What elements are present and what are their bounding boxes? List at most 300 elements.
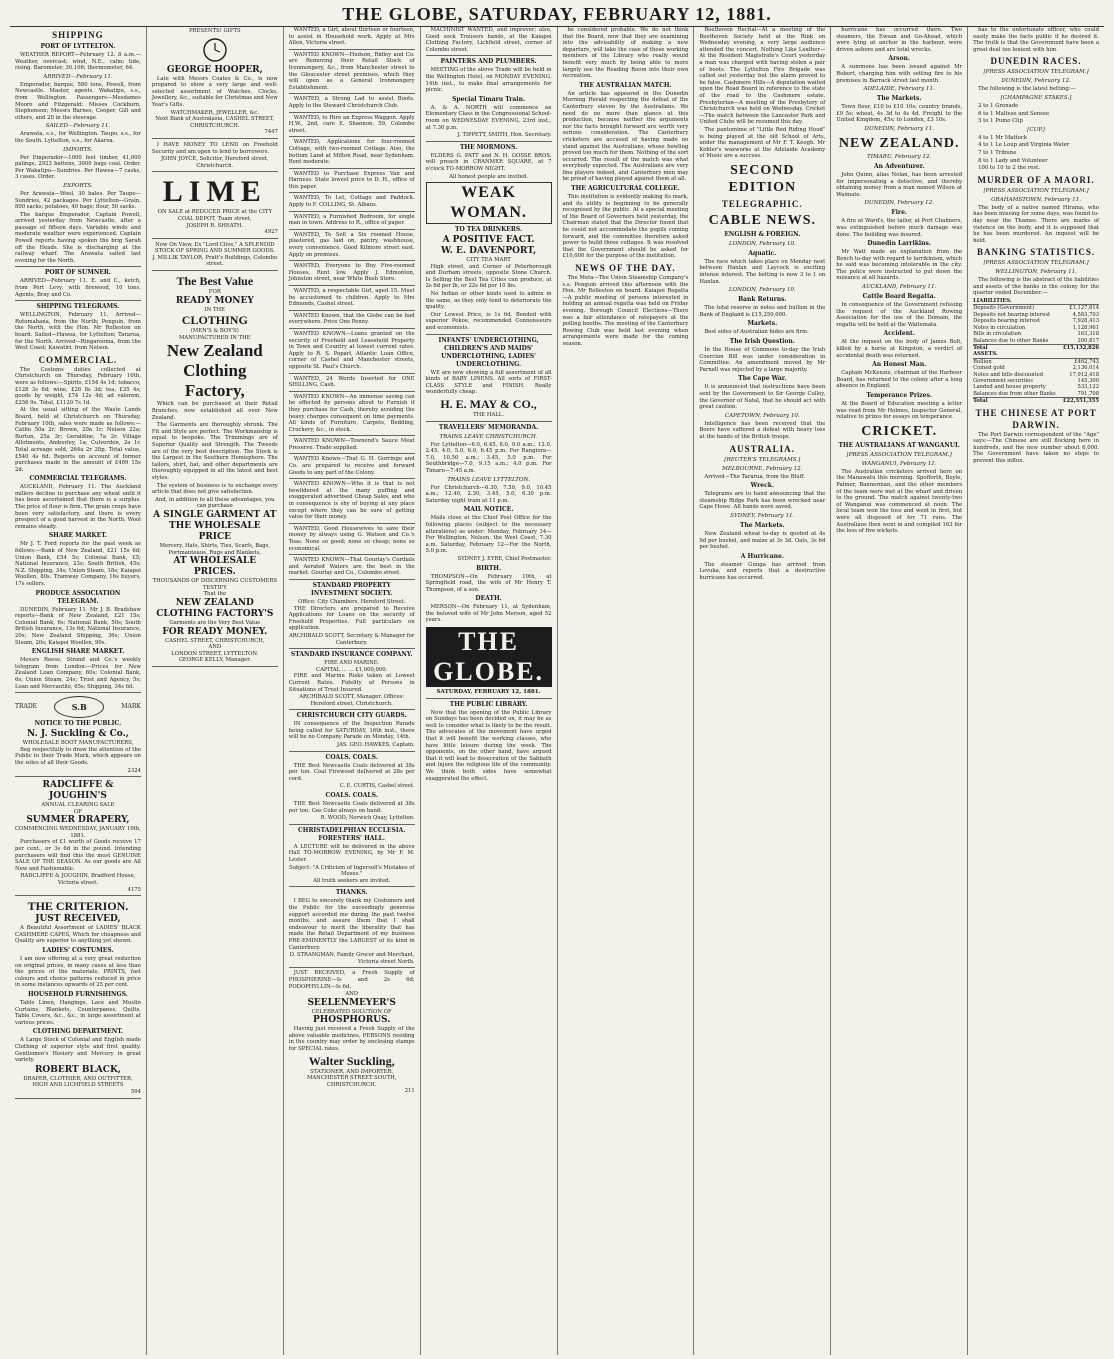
table-header-row — [973, 351, 1099, 358]
ad-signature: GEORGE KELLY, Manager. — [178, 657, 251, 664]
ad-line: COMMENCING WEDNESDAY, JANUARY 19th, 1881. — [15, 826, 141, 839]
paragraph: WEATHER REPORT—February 12. 8 a.m.—Weather, overcast; wind, N.E., calm; tide, rising. Barometer, 30.106; thermometer, 64. — [15, 52, 141, 72]
classified-ad: WANTED to Purchase Express Van and Harness. State lowest price to D. H., office of this paper. — [288, 170, 415, 190]
table-cell: Balances due to other Banks — [973, 337, 1049, 344]
ad-number: 4175 — [127, 886, 141, 893]
paragraph: The total reserve in notes and bullion in the Bank of England is £15,250,000. — [699, 305, 826, 318]
ad-subheading: HOUSEHOLD FURNISHINGS. — [28, 990, 128, 998]
betting-line: 5 to 1 Pumo Clip — [978, 118, 1023, 125]
divider — [289, 136, 415, 137]
ad-text: ELDERS G. PATT and N. H. GOSSE BROS. will preach in CRANMER SQUARE, at 7 o'clock TO-MORROW NIGHT. — [425, 152, 552, 172]
article-body: This institution is evidently making its mark, and its utility is beginning to be generally recognised by the public. At a special meeting of the Board of Governors held yesterday, the Chairman stated that the Director found that he could not accommodate the pupils coming forward, and the committee therefore asked power to build three cottages. It was resolved that the Government should be asked for £10,000 for the purpose of the institution. — [562, 194, 689, 260]
classified-ad: WANTED, a respectable Girl, aged 15. Must be accustomed to children. Apply to Mrs Edmonds, Cashel street. — [288, 288, 415, 308]
ad-line: Office: City Chambers, Hereford Street. — [298, 598, 406, 605]
ad-text: Which can be purchased at their Retail Branches, now established all over New Zealand. — [151, 401, 278, 421]
dateline: AUCKLAND, February 11. — [862, 284, 937, 291]
ad-line: ANNUAL CLEARING SALE — [41, 802, 115, 809]
ad-headline: FOR READY MONEY. — [162, 626, 268, 637]
editorial-dateline: SATURDAY, FEBRUARY 12, 1881. — [436, 689, 541, 696]
table-row — [973, 338, 1099, 345]
table-cell: 1,128,961 — [1072, 324, 1099, 331]
table-cell: Balances due from other Banks — [973, 390, 1056, 397]
subheading: Aquatic. — [748, 249, 777, 257]
article-body: Now that the opening of the Public Library on Sundays has been decided on, it may be as well to consider what is likely to be the result. The advocates of the movement have urged that it will benefit the working classes, who have little leisure during the week. The opponents, on the other hand, have argued that it will lead to desecration of the Sabbath and injure the religious life of the community. We think both sides have somewhat exaggerated the effect. — [425, 709, 552, 782]
masthead: THE GLOBE, SATURDAY, FEBRUARY 12, 1881. — [342, 4, 772, 24]
table-row — [973, 318, 1099, 324]
table-cell: 145,300 — [1077, 377, 1099, 384]
dateline: TIMARU, February 12. — [867, 153, 932, 160]
ad-line: THOUSANDS OF DISCERNING CUSTOMERS TESTIFY — [152, 578, 277, 591]
table-cell: 533,122 — [1077, 384, 1099, 391]
dateline: DUNEDIN, February 12. — [1001, 78, 1071, 85]
divider — [289, 579, 415, 580]
ad-address: MANCHESTER STREET SOUTH, CHRISTCHURCH. — [306, 1075, 397, 1088]
ad-heading: INFANTS' UNDERCLOTHING, CHILDREN'S AND MAIDS' UNDERCLOTHING, LADIES' UNDERCLOTHING. — [438, 336, 539, 368]
divider — [289, 49, 415, 50]
paragraph: The Australian cricketers arrived here on the Manawatu this morning. Spofforth, Boyle, Palmer, Bannerman, and the other members of the team were met at the wharf and driven to the ground. The match against twenty-two of Wanganui was commenced at noon. The local team won the toss and went in first, but were all disposed of for 71 runs. The Australians then went in and compiled 163 for the loss of five wickets. — [836, 468, 963, 535]
section-heading: NEWS OF THE DAY. — [575, 263, 676, 273]
subheading: THE AUSTRALIANS AT WANGANUI. — [838, 441, 960, 449]
advertisement-clothing-factory — [152, 273, 278, 667]
subheading: TRAVELLERS' MEMORANDA. — [438, 423, 539, 431]
paragraph: In the House of Commons to-day the Irish Coercion Bill was under consideration in Committee. An amendment moved by Mr Parnell was rejected by a large majority. — [699, 347, 826, 373]
subheading: Bank Returns. — [738, 296, 787, 304]
trade-label: TRADE — [15, 702, 38, 710]
ad-number: 4927 — [264, 229, 278, 236]
classified-ad: WANTED KNOWN—Hudson, Ridley and Co. are Removing their Retail Stock of Ironmongery, &c., from Manchester street to the Gloucester street premises, which they will open as a General Ironmongery Establishment. — [288, 51, 415, 91]
subheading: TRAINS LEAVE LYTTELTON. — [447, 476, 530, 483]
table-header: LIABILITIES. — [973, 298, 1099, 305]
column-8 — [968, 27, 1104, 1355]
ad-line: PRESENTS! GIFTS — [188, 28, 241, 34]
divider — [426, 334, 552, 335]
ad-title: THE CRITERION. — [27, 899, 129, 914]
subheading: BIRTH. — [476, 564, 502, 572]
advertisement-lime — [152, 174, 278, 238]
paragraph: Per Emperador—1000 feet timber, 41,000 palings, 2923 battens, 3000 bags coal. Order. Per Wakatipu—Sundries. Per Hawea—7 casks, 3 cases. Order. — [15, 154, 141, 181]
section-heading: TELEGRAPHIC. — [721, 198, 803, 209]
subheading: SAILED—February 11. — [45, 123, 111, 130]
article-heading: THE AGRICULTURAL COLLEGE. — [571, 185, 680, 193]
dateline: ADELAIDE, February 11. — [863, 86, 935, 93]
ad-text: A Large Stock of Colonial and English made Clothing of superior style and first quality. Gentlemen's Hosiery and Mercery in great variety. — [15, 1037, 141, 1064]
paragraph: John Quinn, alias Nolan, has been arrested for impersonating a detective, and thereby obtaining money from a man named Wilson at Waimate. — [836, 171, 963, 198]
divider — [15, 300, 141, 301]
divider — [289, 453, 415, 454]
subheading: ENGLISH SHARE MARKET. — [31, 648, 125, 656]
divider — [289, 112, 415, 113]
ad-line: FOR — [208, 289, 221, 296]
divider — [289, 168, 415, 169]
article-heading: THE PUBLIC LIBRARY. — [449, 700, 528, 708]
paragraph: In consequence of the Government refusing the request of the Auckland Rowing Association for the use of the Domain, the regatta will be held at the Waitemata. — [836, 302, 963, 328]
column-4 — [421, 27, 558, 1355]
trade-mark-row — [15, 696, 141, 718]
ad-signature: D. STRANGMAN, Family Grocer and Merchant, Victoria street North. — [289, 952, 415, 965]
classified-ad: WANTED, 24 Words Inserted for ONE SHILLING, Cash. — [288, 375, 415, 389]
paragraph: WELLINGTON, February 11. Arrived—Rotomahana, from the North; Penguin, from the North, with the Hon. Mr Rolleston on board. Sailed—Hawea, for Lyttelton; Tararua, for the North. Arrived—Ringarooma, from the West Coast; Kawatiri, from Nelson. — [15, 312, 141, 352]
ad-company-name: W. E. DAVENPORT, — [441, 246, 537, 257]
table-cell: 17,912,418 — [1069, 371, 1099, 378]
divider — [289, 260, 415, 261]
classified-ad: WANTED, to Hire an Express Waggon. Apply H.W., 2nd, care E. Shannon, 59, Colombo street. — [288, 114, 415, 134]
table-cell: Bullion — [973, 358, 992, 365]
ad-title: The Best Value — [176, 274, 254, 289]
ad-text: IN consequence of the Inspection Parade being called for SATURDAY, 16th inst., there will be no Company Parade on Monday, 14th. — [288, 721, 415, 741]
dateline: LONDON, February 10. — [728, 287, 796, 294]
divider — [289, 285, 415, 286]
advertisement-clearing-sale — [15, 779, 141, 896]
ad-heading: COALS. COALS. — [325, 792, 378, 800]
classified-ad: WANTED Known—That G. H. Gorringe and Co. are prepared to receive and forward Goods to any part of the Colony. — [288, 456, 415, 476]
subheading: [PRESS ASSOCIATION TELEGRAM.] — [983, 187, 1089, 194]
ad-heading: COALS. COALS. — [325, 753, 378, 761]
ad-headline: CLOTHING — [181, 313, 248, 328]
subheading: The Markets. — [739, 521, 785, 529]
divider — [426, 141, 552, 142]
paragraph: At the inquest on the body of James Bolt, killed by a horse at Kingston, a verdict of accidental death was returned. — [836, 339, 963, 359]
paragraph: The steamer Gunga has arrived from Levuka, and reports that a destructive hurricane has occurred. — [699, 561, 826, 581]
article-body: An article has appeared in the Dunedin Morning Herald respecting the defeat of the Canterbury eleven by the Australians. We need do no more than glance at this production, because neither the arguments nor the facts brought forward are worth very serious consideration. The Canterbury cricketers are accused of having made no stand against the Australians, whose bowling proved too much for them. Nothing of the sort occurred. The result of the match was what everybody expected. The Australians are very fine players indeed, and Canterbury men may be proud of having played against them at all. — [562, 90, 689, 183]
table-cell: £22,551,355 — [1061, 398, 1099, 405]
subheading: An Honest Man. — [872, 361, 927, 369]
advertisement-criterion — [15, 898, 141, 1098]
ad-heading: NOTICE TO THE PUBLIC. — [34, 720, 122, 728]
subheading: The Markets. — [876, 95, 922, 103]
dateline: MELBOURNE, February 12. — [722, 465, 803, 472]
subheading: ARRIVED—February 11. — [43, 73, 113, 80]
ad-headline: NEW ZEALAND CLOTHING FACTORY'S — [156, 597, 274, 619]
subheading: The Cape War. — [738, 375, 787, 383]
classified-ad: WANTED KNOWN—That Gourlay's Cordials and Aerated Waters are the best in the market. Gourlay and Co., Colombo street. — [288, 557, 415, 577]
section-heading: MURDER OF A MAORI. — [977, 174, 1095, 185]
ad-text: MEETING of the above Trade will be held in the Wellington Hotel, on MONDAY EVENING, 14th inst., to make final arrangements for picnic. — [425, 67, 552, 94]
subheading: PORT OF LYTTELTON. — [40, 43, 116, 50]
ad-company-name: H. E. MAY & CO., — [440, 397, 537, 411]
paragraph: AUCKLAND, February 11. The Auckland millers decline to purchase any wheat until it has been ascertained that there is a surplus. The price of flour is firm. The grain crops have been very satisfactory, and there is every prospect of a good harvest in the North. Wool remains steady. — [15, 484, 141, 530]
divider — [289, 523, 415, 524]
paragraph: For Lyttelton—6.0, 6.45, 8.0, 9.0 a.m.; 12.0, 2.45, 4.0, 5.0, 6.0, 6.45 p.m. For Rangiora—7.0, 10.50 a.m.; 3.45, 5.0 p.m. For Southbridge—7.0, 9.15 a.m.; 4.0 p.m. For Timaru—7.45 a.m. — [425, 441, 552, 474]
betting-line: 8 to 1 Lady and Volunteer — [978, 157, 1048, 164]
banking-table — [973, 298, 1099, 405]
ad-heading: STANDARD PROPERTY INVESTMENT SOCIETY. — [311, 581, 393, 597]
ad-number: 504 — [130, 1088, 141, 1095]
paragraph: MERSON—On February 11, at Sydenham, the beloved wife of Mr John Merson, aged 52 years. — [425, 604, 552, 624]
ad-signature: ARCHIBALD SCOTT, Secretary & Manager for Canterbury. — [288, 632, 415, 646]
advertisement-money — [152, 141, 278, 172]
ad-signature: ARCHIBALD SCOTT, Manager. Offices: Hereford street, Christchurch. — [299, 694, 405, 707]
classified-ad: WANTED Known, that the Globe can be had everywhere. Price One Penny. — [288, 312, 415, 326]
divider — [289, 648, 415, 649]
ad-line: IN THE — [204, 306, 226, 313]
subheading: IMPORTS. — [63, 146, 93, 153]
ad-text: A LECTURE will be delivered in the above Hall TO-MORROW EVENING, by Mr F. M. Lester. — [288, 843, 415, 863]
ad-line: All truth seekers are invited. — [313, 877, 391, 884]
ad-heading: CHRISTADELPHIAN ECCLESIA. FORESTERS' HALL. — [298, 826, 406, 842]
ad-text: THE Best Newcastle Coals delivered at 38s per ton. Gas Coke always on hand. — [288, 801, 415, 814]
ad-line: CELEBRATED SOLUTION OF — [311, 1008, 392, 1015]
divider — [426, 698, 552, 699]
divider — [289, 391, 415, 392]
divider — [289, 328, 415, 329]
section-heading: DUNEDIN RACES. — [990, 56, 1082, 67]
ad-line: AND — [208, 644, 222, 651]
table-cell: Coined gold — [973, 365, 1005, 372]
table-cell: Notes in circulation — [973, 324, 1026, 331]
divider — [289, 967, 415, 968]
table-cell: Government securities — [973, 377, 1033, 384]
paragraph: DUNEDIN, February 11. Mr J. B. Bradshaw reports—Bank of New Zealand, £21 15s; Colonial Bank, 6s; National Bank, 50s; South British Insurance, 13s 6d; National Insurance, 20s; New Zealand Shipping, 36s; Union Steam, 20s; Kaiapoi Woollen, 90s. — [15, 606, 141, 646]
ad-line: MANUFACTURED IN THE — [178, 334, 251, 341]
ad-heading: TO TEA DRINKERS. — [455, 226, 523, 234]
dateline: WELLINGTON, February 11. — [995, 269, 1077, 276]
ad-company-name: GEORGE HOOPER, — [166, 64, 263, 75]
ad-address: THE HALL. — [473, 412, 504, 418]
paragraph: Captain McKenzie, chairman of the Harbour Board, has returned to the colony after a long absence in England. — [836, 370, 963, 390]
table-cell: 7,928,413 — [1072, 318, 1099, 325]
ad-headline: SUMMER DRAPERY, — [26, 815, 130, 826]
ad-line: That the — [203, 591, 227, 598]
betting-list — [973, 103, 1099, 172]
article-body: The Meta—The Union Steamship Company's s.s. Penguin arrived this afternoon with the Hon. Mr Rolleston on board. Kaiapoi Regatta—A public meeting of persons interested in holding an annual regatta was held on Friday evening. Borough Council Elections—There was a fair attendance of ratepayers at the polling booths. The meeting of the Canterbury Rowing Club was held last evening when arrangements were made for the coming season. — [562, 275, 689, 347]
ad-headline: A SINGLE GARMENT AT THE WHOLESALE PRICE — [153, 509, 277, 542]
column-5 — [558, 27, 695, 1355]
ad-signature: RADCLIFFE & JOUGHIN, Bradford House, Victoria street. — [20, 873, 136, 887]
paragraph: The barque Emperador, Captain Powell, arrived yesterday from Newcastle, after a passage of fifteen days. Variable winds and moderate weather were experienced. Captain Powell reports having spoken the brig Sarah off the Heads. She is discharging at the railway wharf. The Arawata sailed last evening for the North. — [15, 211, 141, 264]
classified-ad: WANTED, Applications for four-roomed Cottage, with two-roomed Cottage. Also, the bottom Land at Milton Road, near Sydenham. Rent moderate. — [288, 139, 415, 166]
ad-text: I am now offering at a very great reduction on original prices, in many cases at less than the prices of the materials. PRINTS, fast colours and choice patterns reduced in price in some instances upwards of 25 per cent. — [15, 956, 141, 989]
ad-title: WEAK WOMAN. — [426, 182, 552, 224]
ad-company-name: N. J. Suckling & Co., — [27, 729, 129, 740]
column-1 — [10, 27, 147, 1355]
classified-ad: WANTED KNOWN—Loans granted on the security of Freehold and Leasehold Property in Town and Country at lowest current rates. Apply to R. S. Paparl, Atlantic Loan Office, corner of Cashel and Manchester streets, opposite St. Paul's Church. — [288, 330, 415, 370]
divider — [289, 478, 415, 479]
ad-address: CASHEL STREET, CHRISTCHURCH, — [165, 637, 265, 644]
table-row — [973, 358, 1099, 365]
subheading: Cattle Board Regatta. — [862, 293, 936, 301]
table-row — [973, 305, 1099, 312]
subheading: Accident. — [883, 330, 915, 338]
dateline: DUNEDIN, February 12. — [864, 200, 934, 207]
ad-text: A Beautiful Assortment of LADIES' BLACK CASHMERE CAPES, Which for cheapness and Quality are superior to anything yet shown. — [15, 925, 141, 945]
divider — [289, 229, 415, 230]
table-cell: 4,583,703 — [1072, 311, 1099, 318]
ad-number: 2324 — [127, 767, 141, 774]
article-body: Beethoven Recital—At a meeting of the Beethoven Society held at the Rink on Wednesday evening, a very large audience attended the concert. Nothing Like Leather—At the Resident Magistrate's Court yesterday a man was charged with having stolen a pair of boots. The Lyttelton Fire Brigade was called out yesterday but the alarm proved to be false. Cashmere Hills—A deputation waited upon the Road Board in reference to the state of the road to the Cashmere estate. Presbyterian—A meeting of the Presbytery of Christchurch was held on Wednesday. Cricket—The match between the Lancaster Park and United Clubs will be resumed this day. — [699, 27, 826, 126]
dateline: GRAHAMSTOWN, February 11. — [991, 196, 1082, 203]
table-total-row — [973, 344, 1099, 351]
ad-company-name: RADCLIFFE & JOUGHIN'S — [42, 780, 114, 802]
ad-company-name: New Zealand Clothing Factory, — [166, 341, 263, 401]
paragraph: Mr J. T. Ford reports for the past week as follows:—Bank of New Zealand, £21 15s 6d; Union Bank, £54 5s; Colonial Bank, £5; National Insurance, 23s; South British, 45s; N.Z. Shipping, 34s; Union Steam, 18s; Kaiapoi Woollen, 80s. Tramway Company, 16s buyers, 17s sellers. — [15, 541, 141, 587]
advertisement-hooper — [152, 27, 278, 139]
article-body: be considered probable. We do not think that the Board, now that they are examining into the advisability of making a new departure, will take the case of those working members of the Library who really would benefit very much by being able to more largely use the Reading Room into their own recreation. — [562, 27, 689, 80]
ad-line: And, in addition to all these advantages, you can purchase — [155, 496, 275, 510]
ad-text: THE Best Newcastle Coals delivered at 38s per ton. Coal Firewood delivered at 28s per cord. — [288, 762, 415, 782]
ad-subheading: LADIES' COSTUMES. — [42, 947, 114, 954]
classified-ad: WANTED, Good Housewives to save their money by always using G. Watson and Co.'s Teas. None so good; none so cheap; none so economical. — [288, 525, 415, 552]
section-heading: COMMERCIAL. — [38, 354, 118, 365]
ad-line: DRAPER, CLOTHIER, AND OUTFITTER, — [23, 1075, 133, 1082]
article-body: The pantomime of "Little Red Riding Hood" is being played at the old School of Arts, under the management of Mr F. T. Keogh. Mr Kohler's waxworks at the Adelaide Academy of Music are a success. — [699, 126, 826, 160]
ad-line: FIRE AND MARINE. — [324, 660, 380, 667]
mark-label: MARK — [121, 702, 141, 710]
ad-text: Beg respectfully to draw the attention of the Public to their Trade Mark, which appears on the soles of all their Goods. — [15, 746, 141, 766]
betting-line: 4 to 1 Mr Mattock — [978, 134, 1028, 141]
ad-number: 211 — [404, 1088, 415, 1095]
ad-text: The Garments are thoroughly shrunk. The Fit and Style are perfect. The Workmanship is equal to bespoke. The Trimmings are of Superior Quality and Strength. The Tweeds are of the very best description. The Stock is the Largest in the Southern Hemisphere. The tailors, shirt, hat, and other departments are thoroughly equipped in all the latest and best styles. — [151, 422, 278, 481]
section-heading: BANKING STATISTICS. — [976, 247, 1096, 258]
ad-title: LIME — [162, 175, 267, 209]
table-cell: Total — [973, 344, 1061, 351]
paragraph: has to the unfortunate officer, who could easily make the facts public if he desired it. The truth is that the Government have been a great deal too lenient with him. — [973, 27, 1099, 53]
table-cell: 200,817 — [1077, 337, 1099, 344]
table-cell: Deposits bearing interest — [973, 318, 1040, 325]
divider — [289, 751, 415, 752]
ad-text: Having just received a Fresh Supply of the above valuable medicines, PERSONS residing in the country may order by enclosing stamps for SPECIAL rates. — [288, 1026, 415, 1053]
ad-heading: CHRISTCHURCH CITY GUARDS. — [296, 712, 407, 720]
subheading: The Irish Question. — [729, 338, 795, 346]
columns — [10, 27, 1104, 1355]
ad-text: Table Linen, Hangings, Lace and Muslin Curtains, Blankets, Counterpanes, Quilts, Table Covers, &c., &c., in large assortment at various prices. — [15, 999, 141, 1026]
ad-company-name: Walter Suckling, — [308, 1053, 395, 1068]
ad-text: Mercery, Hats, Shirts, Ties, Scarfs, Bags, Portmanteaus, Rugs and Blankets, — [159, 542, 271, 556]
ad-company-name: ROBERT BLACK, — [34, 1064, 121, 1075]
subheading: A Hurricane. — [740, 552, 784, 560]
dateline: WANGANUI, February 11. — [861, 460, 937, 467]
paragraph: Intelligence has been received that the Boers have suffered a defeat with heavy loss at the hands of the British troops. — [699, 420, 826, 440]
classified-ad: WANTED, Everyone to Buy Five-roomed Houses, Rent low. Apply J. Edmonton, Johnston street, near White Bush Store. — [288, 263, 415, 283]
table-header: ASSETS. — [973, 351, 1099, 358]
article-heading: THE AUSTRALIAN MATCH. — [579, 81, 672, 89]
classified-ad: WANTED, To Let, Cottage and Paddock. Apply to F. COLLING, St. Albans. — [288, 195, 415, 209]
divider — [15, 692, 141, 693]
subheading: SHARE MARKET. — [48, 532, 108, 540]
clock-emblem — [152, 37, 278, 63]
classified-ad: WANTED KNOWN—Townend's Sauce Meat Preserve. Trade supplied. — [288, 438, 415, 451]
paragraph: Telegrams are to hand announcing that the steamship Ridge Park has been wrecked near Cape Howe. All hands were saved. — [699, 491, 826, 511]
ad-text: No Indian or other kinds used to admix in the same, as they only tend to deteriorate the quality. — [425, 291, 552, 311]
ad-line: STATIONER, AND IMPORTER, — [310, 1068, 394, 1075]
subheading: EXPORTS. — [63, 182, 93, 189]
divider — [15, 266, 141, 267]
betting-line: [CUP.] — [1027, 126, 1045, 133]
divider — [289, 192, 415, 193]
subheading: [PRESS ASSOCIATION TELEGRAM.] — [846, 451, 952, 458]
table-row — [973, 391, 1099, 398]
table-cell: £1,127,614 — [1069, 305, 1099, 312]
column-3 — [284, 27, 421, 1355]
ad-signature: R. WOOD, Norwich Quay, Lyttelton. — [320, 815, 415, 822]
table-total-row — [973, 398, 1099, 405]
subheading: ENGLISH & FOREIGN. — [724, 230, 801, 238]
ad-headline: READY MONEY — [175, 295, 254, 306]
paragraph: Mails close at the Chief Post Office for the following places (subject to the necessary alterations) as under: Monday, February 14—For Wellington, Nelson, the West Coast, 7.30 a.m. Saturday, February 12—For the North, 5.0 p.m. — [425, 515, 552, 555]
ad-line: Subject: "A Criticism of Ingersoll's Mistakes of Moses." — [288, 864, 415, 878]
paragraph: It is announced that instructions have been sent by the Government to Sir George Colley, the Governor of Natal, that he should act with great caution. — [699, 384, 826, 411]
divider — [289, 93, 415, 94]
subheading: Fire. — [891, 209, 907, 217]
betting-line: 7 to 1 Tribune — [978, 149, 1017, 156]
paragraph: Town flour, £10 to £10 10s; country brands, £9 5s; wheat, 4s 3d to 4s 4d. Freight to the United Kingdom, 45s; to London, £3 10s. — [836, 104, 963, 124]
ad-text: ON SALE at REDUCED PRICE at the CITY COAL DEPOT, Tuam street, — [157, 209, 272, 222]
classified-ad: WANTED KNOWN—An immense saving can be effected by persons about to Furnish if they purchase for Cash, thereby avoiding the heavy charges consequent on time payments. All kinds of Furniture, Carpets, Bedding, Crockery, &c., in stock. — [288, 393, 415, 433]
divider — [289, 709, 415, 710]
ad-text: JUST RECEIVED, a Fresh Supply of PHOSPHERINE—Is and 2s 6d; PODOPHYLLIN—Is 6d. — [288, 970, 415, 990]
paragraph: Best sides of Australian hides are firm. — [704, 329, 809, 336]
table-cell: Bills in circulation — [973, 331, 1022, 338]
table-cell: Landed and house property — [973, 384, 1046, 391]
section-heading: NEW ZEALAND. — [838, 135, 960, 151]
ad-heading: THE MORMONS. — [459, 143, 518, 151]
section-heading: AUSTRALIA. — [729, 443, 795, 454]
table-cell: 163,318 — [1077, 331, 1099, 338]
ad-headline: JUST RECEIVED, — [35, 914, 121, 925]
paragraph: New Zealand wheat to-day is quoted at 4s 9d per bushel, and maize at 3s 3d. Oats, 3s 6d per bushel. — [699, 530, 826, 551]
table-cell: 791,708 — [1077, 390, 1099, 397]
section-heading: SHIPPING — [52, 30, 104, 40]
paragraph: The Customs duties collected at Christchurch on Thursday, February 10th, were as follows:—Spirits, £154 4s 1d; tobacco, £128 3s 6d; wine, £26 8s 3d; tea, £35 4s; goods by weight, £74 12s 4d; ad valorem, £256 9s. Total, £1120 7s 1d. — [15, 366, 141, 406]
paragraph: Emperador, barque, 580 tons, Powell, from Newcastle. Master, agents. Wakatipu, s.s., from Wellington. Passengers—Mesdames Moore and Fitzgerald; Misses Cockburn, Stephenson; Messrs Barnes, Cooper, Gill and others, and 20 in the steerage. — [15, 81, 141, 121]
ad-text: Purchasers of £1 worth of Goods receive 17 per cent., or 3s 6d in the pound. Intending purchasers will find this the most GENUINE SALE OF THE SEASON. As our goods are All New and Fashionable. — [15, 839, 141, 872]
divider — [289, 435, 415, 436]
paragraph: The following is the abstract of the liabilities and assets of the banks in the colony for the quarter ended December:— — [973, 277, 1099, 297]
ad-text: High street, and Corner of Peterborough and Durham streets, opposite Stone Church, Is Selling the Best Tea Cities can produce, at 2s 6d per lb, or 22s 6d per 10 lbs. — [425, 263, 552, 290]
paragraph: Arawata, s.s., for Wellington. Taupo, s.s., for the South. Lyttelton, s.s., for Akaroa. — [15, 131, 141, 144]
table-row — [973, 372, 1099, 378]
divider — [289, 211, 415, 212]
ad-signature: C. E. CURTIS, Cashel street. — [339, 783, 415, 790]
table-cell: Total — [973, 398, 1061, 405]
divider — [426, 55, 552, 56]
divider — [289, 824, 415, 825]
ad-text: Our Lowest Price, is 1s 6d. Bended with superior Pekoe, recommended Connoisseurs and economists. — [425, 311, 552, 332]
ad-address: HIGH AND LICHFIELD STREETS — [32, 1082, 124, 1089]
clock-icon — [202, 37, 228, 63]
ad-line: WATCHMAKER, JEWELLER, &c. — [170, 109, 259, 116]
subheading: COMMERCIAL TELEGRAMS. — [29, 475, 127, 483]
table-cell: Deposits (Government) — [973, 305, 1035, 312]
classified-ad: WANTED, a Furnished Bedroom, for single man in town. Address to R., office of paper. — [288, 213, 415, 227]
subheading: [PRESS ASSOCIATION TELEGRAM.] — [983, 69, 1089, 76]
betting-line: 6 to 1 Maltese and Sensee — [978, 110, 1050, 117]
ad-headline: PHOSPHORUS. — [313, 1015, 391, 1026]
classified-ad: MACHINIST WANTED, and improver; also, Good sock Trousers hands, at the Kaiapoi Clothing Factory, Lichfield street, corner of Colombo street. — [425, 27, 552, 53]
advertisement-spring — [152, 241, 278, 271]
ad-signature: JOHN JOYCE, Solicitor, Hereford street, Christchurch. — [160, 156, 269, 169]
dateline: CAPETOWN, February 10. — [724, 412, 800, 419]
ad-line: Garments are the Very Best Value — [169, 619, 261, 626]
subheading: [REUTER'S TELEGRAMS.] — [724, 456, 801, 463]
paragraph: The race which takes place on Monday next between Hanlan and Laycock is exciting intense interest. The betting is now 3 to 1 on Hanlan. — [699, 258, 826, 285]
paragraph: At the Board of Education meeting a letter was read from Mr Holmes, Inspector General, relative to prizes for essays on temperance. — [836, 401, 963, 421]
advertisement-trade-mark — [15, 695, 141, 777]
paragraph: A fire at Ward's, the tailor, at Port Chalmers, was extinguished before much damage was done. The building was insured. — [836, 218, 963, 238]
paragraph: Arrived—The Tararua, from the Bluff. — [704, 473, 805, 480]
subheading: SHIPPING TELEGRAMS. — [36, 303, 120, 311]
dateline: LONDON, February 10. — [728, 240, 796, 247]
divider — [289, 554, 415, 555]
paragraph: The Port Darwin correspondent of the "Age" says:—The Chinese are still flocking here in hundreds, and the new number about 6,000. The Government have taken no steps to prevent this influx. — [973, 431, 1099, 464]
ad-signature: JOSEPH R. SHEATH. — [186, 222, 244, 229]
table-cell: £15,132,826 — [1061, 344, 1099, 351]
subheading: DEATH. — [475, 595, 502, 603]
paragraph: For Christchurch—6.30, 7.50, 9.0, 10.45 a.m.; 12.40, 2.30, 3.45, 5.0, 6.30 p.m. Saturday night train at 11 p.m. — [425, 484, 552, 504]
divider — [289, 886, 415, 887]
paragraph: The body of a native named Hirama, who has been missing for some days, was found to-day near the Thames. There are marks of violence on the body, and it is supposed that he has been murdered. An inquest will be held. — [973, 204, 1099, 244]
signature: SYDNEY J. EYRE, Chief Postmaster. — [457, 555, 552, 562]
subheading: Markets. — [747, 320, 778, 328]
